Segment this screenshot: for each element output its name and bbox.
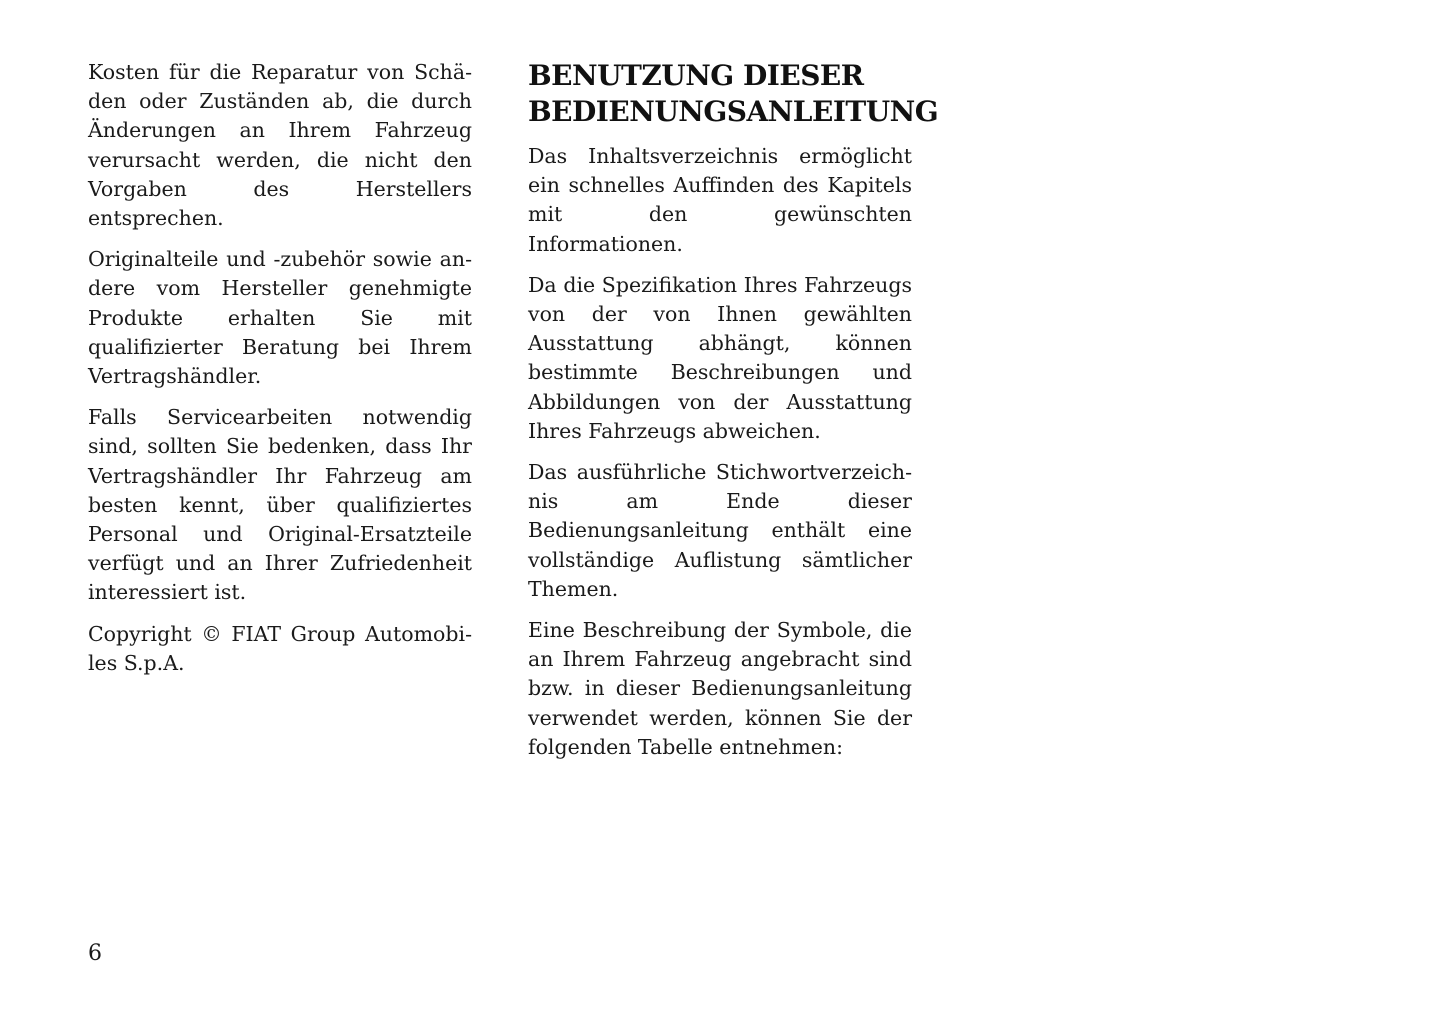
paragraph-copyright: Copyright © FIAT Group Automobiles S.p.A. bbox=[88, 621, 472, 675]
paragraph-service-work: Falls Servicearbeiten notwendig sind, sollten Sie bedenken, dass Ihr Vertragshändler Ihr Fahrzeug am besten kennt, über qualifiziertes Personal und Original-Ersatzteile verfügt und an Ihrer Zufriedenheit interessiert ist. bbox=[88, 405, 472, 605]
right-column bbox=[528, 58, 939, 774]
paragraph-repair-costs: Kosten für die Reparatur von Schäden oder Zuständen ab, die durch Änderungen an Ihrem Fahrzeug verursacht werden, die nicht den Vorgaben des Herstellers entsprechen. bbox=[88, 60, 472, 231]
section-heading-line-1: BENUTZUNG DIESER bbox=[528, 59, 864, 92]
left-column bbox=[88, 58, 472, 690]
page-number: 6 bbox=[88, 941, 102, 966]
paragraph-table-of-contents: Das Inhaltsverzeichnis ermöglicht ein schnelles Auffinden des Kapitels mit den gewünschten Informationen. bbox=[528, 144, 912, 256]
paragraph-specification: Da die Spezifikation Ihres Fahrzeugs von der von Ihnen gewählten Ausstattung abhängt, können bestimmte Beschreibungen und Abbildungen von der Ausstattung Ihres Fahrzeugs abweichen. bbox=[528, 272, 912, 443]
paragraph-original-parts: Originalteile und -zubehör sowie andere vom Hersteller genehmigte Produkte erhalten Sie mit qualifizierter Beratung bei Ihrem Vertragshändler. bbox=[88, 247, 472, 389]
section-heading-line-2: BEDIENUNGSANLEITUNG bbox=[528, 95, 939, 128]
paragraph-symbols: Eine Beschreibung der Symbole, die an Ihrem Fahrzeug angebracht sind bzw. in dieser Bedienungsanleitung verwendet werden, können Sie der folgenden Tabelle entnehmen: bbox=[528, 618, 912, 759]
section-heading bbox=[528, 58, 939, 130]
paragraph-index: Das ausführliche Stichwortverzeichnis am Ende dieser Bedienungsanleitung enthält eine vollständige Auflistung sämtlicher Themen. bbox=[528, 460, 912, 601]
